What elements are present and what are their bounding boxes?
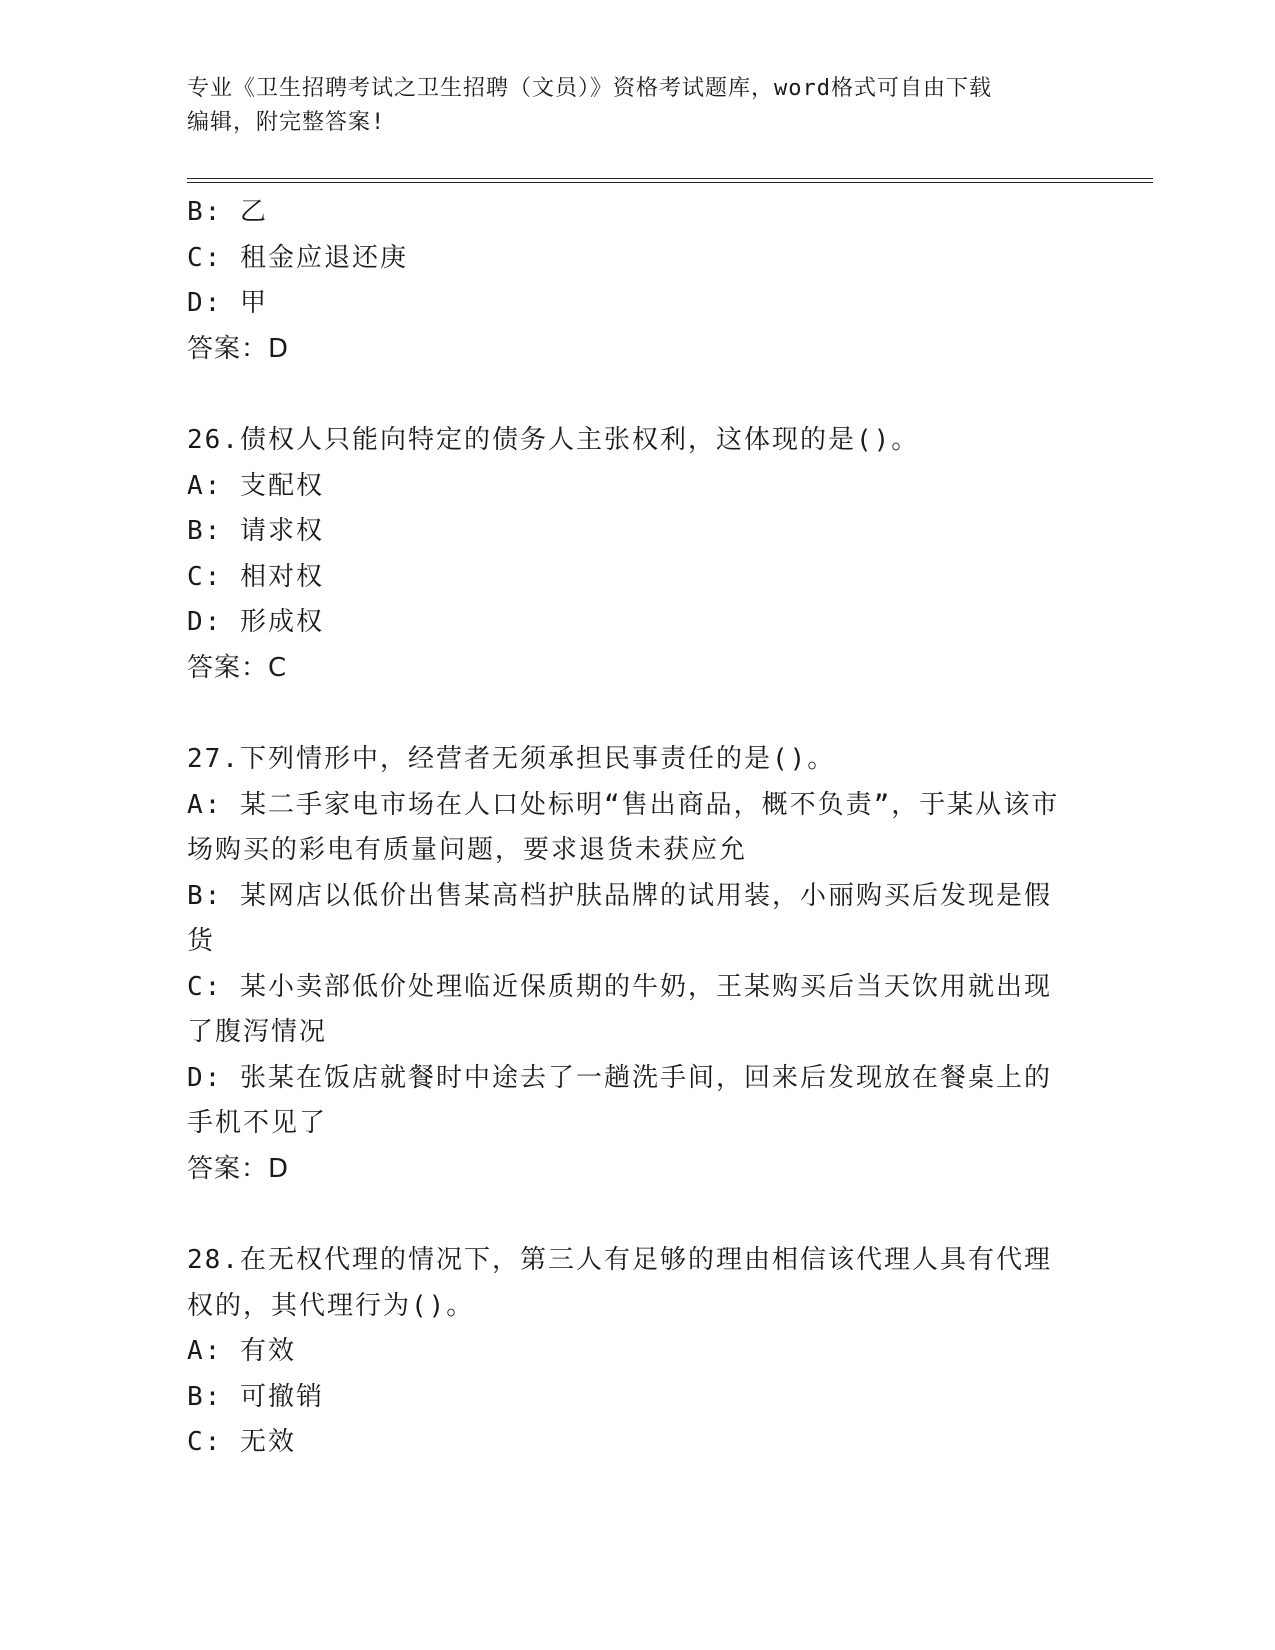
page-header: [187, 72, 1087, 140]
spacer: [187, 691, 1077, 737]
option-b: B: 某网店以低价出售某高档护肤品牌的试用装，小丽购买后发现是假货: [187, 880, 1052, 956]
question-stem: 28.在无权代理的情况下，第三人有足够的理由相信该代理人具有代理权的，其代理行为()。: [187, 1245, 1052, 1321]
answer-line: 答案：C: [187, 652, 288, 683]
question-stem: 26.债权人只能向特定的债务人主张权利，这体现的是()。: [187, 425, 920, 455]
option-c: C: 某小卖部低价处理临近保质期的牛奶，王某购买后当天饮用就出现了腹泻情况: [187, 971, 1052, 1047]
question-content: [187, 190, 1077, 1466]
option-a: A: 支配权: [187, 470, 324, 501]
spacer: [187, 1192, 1077, 1238]
option-d: D: 形成权: [187, 607, 324, 637]
option-c: C: 无效: [187, 1427, 296, 1457]
option-b: B: 乙: [187, 197, 268, 227]
prev-question: [187, 190, 1077, 372]
option-c: C: 租金应退还庚: [187, 242, 408, 273]
answer-line: 答案：D: [187, 1153, 290, 1184]
header-rule-bottom: [187, 182, 1153, 183]
header-line-2: 编辑，附完整答案!: [187, 110, 386, 135]
option-a: A: 有效: [187, 1336, 296, 1366]
option-b: B: 可撤销: [187, 1381, 324, 1412]
option-d: D: 甲: [187, 288, 268, 318]
option-b: B: 请求权: [187, 516, 324, 546]
header-rule-top: [187, 178, 1153, 179]
question-stem: 27.下列情形中，经营者无须承担民事责任的是()。: [187, 744, 836, 774]
answer-line: 答案：D: [187, 333, 290, 364]
option-d: D: 张某在饭店就餐时中途去了一趟洗手间，回来后发现放在餐桌上的手机不见了: [187, 1062, 1052, 1138]
question-28: [187, 1238, 1077, 1466]
header-line-1: 专业《卫生招聘考试之卫生招聘（文员）》资格考试题库，word格式可自由下载: [187, 76, 992, 101]
question-27: [187, 737, 1077, 1192]
option-c: C: 相对权: [187, 561, 324, 592]
spacer: [187, 372, 1077, 418]
question-26: [187, 418, 1077, 691]
option-a: A: 某二手家电市场在人口处标明“售出商品，概不负责”，于某从该市场购买的彩电有质量问题，要求退货未获应允: [187, 789, 1060, 865]
